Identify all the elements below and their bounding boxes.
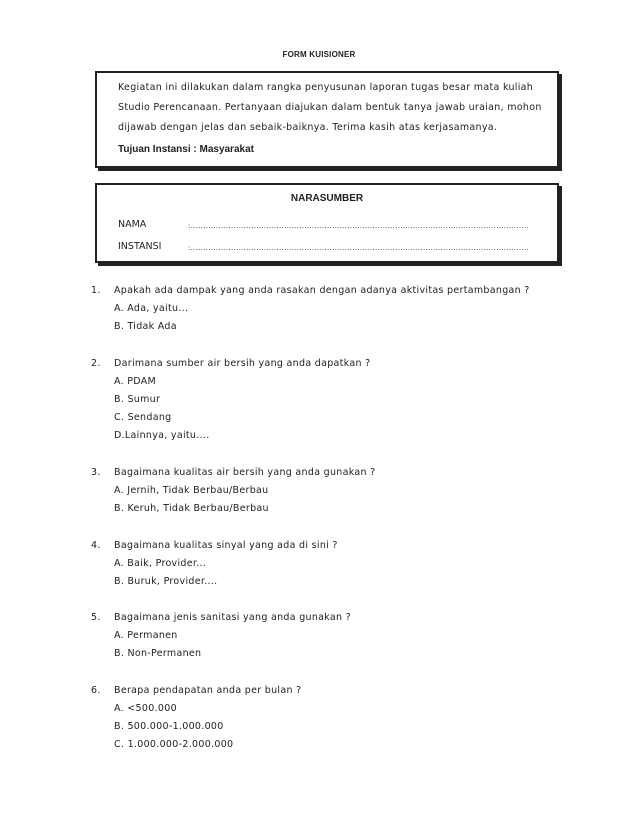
question-5 <box>91 609 351 663</box>
instansi-label: INSTANSI <box>118 241 162 252</box>
question-1 <box>91 282 530 336</box>
question-number: 4. <box>91 540 101 551</box>
question-text: Darimana sumber air bersih yang anda dapatkan ? <box>114 358 371 369</box>
answer-option[interactable]: B. Sumur <box>114 394 161 405</box>
nama-field[interactable] <box>118 219 554 230</box>
question-number: 2. <box>91 358 101 369</box>
narasumber-title: NARASUMBER <box>290 193 364 204</box>
question-text: Apakah ada dampak yang anda rasakan dengan adanya aktivitas pertambangan ? <box>114 285 530 296</box>
answer-option[interactable]: B. Non-Permanen <box>114 648 202 659</box>
answer-option[interactable]: B. Keruh, Tidak Berbau/Berbau <box>114 503 269 514</box>
answer-option[interactable]: A. <500.000 <box>114 703 177 714</box>
answer-option[interactable]: C. Sendang <box>114 412 172 423</box>
answer-option[interactable]: D.Lainnya, yaitu.... <box>114 430 210 441</box>
instansi-field[interactable] <box>118 241 554 252</box>
question-text: Bagaimana kualitas air bersih yang anda gunakan ? <box>114 467 376 478</box>
question-6 <box>91 682 301 754</box>
question-number: 6. <box>91 685 101 696</box>
question-3 <box>91 464 375 518</box>
intro-line: dijawab dengan jelas dan sebaik-baiknya. Terima kasih atas kerjasamanya. <box>118 122 498 133</box>
answer-option[interactable]: A. PDAM <box>114 376 157 387</box>
answer-option[interactable]: B. 500.000-1.000.000 <box>114 721 224 732</box>
nama-blank[interactable]: :...................................................................................................................................... <box>188 222 530 230</box>
answer-option[interactable]: C. 1.000.000-2.000.000 <box>114 739 234 750</box>
tujuan-instansi: Tujuan Instansi : Masyarakat <box>118 144 254 155</box>
nama-label: NAMA <box>118 219 147 230</box>
answer-option[interactable]: B. Buruk, Provider.... <box>114 576 218 587</box>
intro-text <box>118 78 548 138</box>
intro-line: Studio Perencanaan. Pertanyaan diajukan dalam bentuk tanya jawab uraian, mohon <box>118 102 542 113</box>
form-title: FORM KUISIONER <box>282 50 356 59</box>
question-text: Bagaimana kualitas sinyal yang ada di sini ? <box>114 540 338 551</box>
answer-option[interactable]: A. Ada, yaitu... <box>114 303 189 314</box>
question-2 <box>91 355 370 445</box>
answer-option[interactable]: A. Baik, Provider... <box>114 558 207 569</box>
question-number: 1. <box>91 285 101 296</box>
answer-option[interactable]: A. Jernih, Tidak Berbau/Berbau <box>114 485 269 496</box>
intro-line: Kegiatan ini dilakukan dalam rangka penyusunan laporan tugas besar mata kuliah <box>118 82 534 93</box>
question-number: 5. <box>91 612 101 623</box>
answer-option[interactable]: B. Tidak Ada <box>114 321 177 332</box>
intro-box <box>95 71 559 168</box>
narasumber-box <box>95 183 559 263</box>
answer-option[interactable]: A. Permanen <box>114 630 178 641</box>
question-text: Bagaimana jenis sanitasi yang anda gunakan ? <box>114 612 352 623</box>
question-text: Berapa pendapatan anda per bulan ? <box>114 685 302 696</box>
question-4 <box>91 537 338 591</box>
instansi-blank[interactable]: :...................................................................................................................................... <box>188 244 530 252</box>
question-number: 3. <box>91 467 101 478</box>
